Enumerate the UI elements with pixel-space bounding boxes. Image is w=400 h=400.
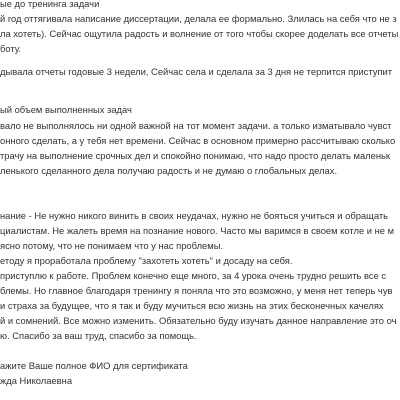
text-line: ленького сделанного дела получаю радость и не думаю о глобальных делах. — [0, 165, 338, 176]
text-line: ла хотеть). Сейчас ощутила радость и волнение от того чтобы скорее доделать все отчеты — [0, 28, 399, 39]
text-line: боту. — [0, 43, 22, 54]
text-line: жда Николаевна — [0, 375, 73, 386]
text-line: циалистам. Не жалеть время на познание нового. Часто мы варимся в своем котле и не м — [0, 225, 395, 236]
section-heading: ые до тренинга задачи — [0, 0, 100, 9]
text-line: й и сомнений. Все можно изменить. Обязательно буду изучать данное направление это оч — [0, 315, 397, 326]
text-line: ю. Спасибо за ваш труд, спасибо за помощь. — [0, 330, 197, 341]
text-line: ясно потому, что не понимаем что у нас проблемы. — [0, 240, 224, 251]
text-line: нание - Не нужно никого винить в своих неудачах, нужно не бояться учиться и обращать — [0, 210, 389, 221]
section-heading: ажите Ваше полное ФИО для сертификата — [0, 360, 188, 371]
text-line: приступлю к работе. Проблем конечно еще много, за 4 урока очень трудно решить все с — [0, 270, 387, 281]
text-line: онного сделать, а у тебя нет времени. Сейчас в основном примерно рассчитываю сколько — [0, 135, 396, 146]
text-line: етоду я проработала проблему "захотеть хотеть" и досаду на себя. — [0, 255, 293, 266]
text-line: вало не выполнялось ни одной важной на тот момент задачи. а только изматывало чувст — [0, 120, 392, 131]
section-heading: ый объем выполненных задач — [0, 104, 132, 115]
text-line: и страха за будущее, что я так и буду мучиться всю жизнь на этих бесконечных качелях — [0, 300, 384, 311]
text-line: трачу на выполнение срочных дел и спокойно понимаю, что надо просто делать маленьк — [0, 150, 391, 161]
text-line: блемы. Но главное благодаря тренингу я поняла что это возможно, у меня нет теперь чув — [0, 285, 393, 296]
text-line: й год оттягивала написание диссертации, делала ее формально. Злилась на себя что не з — [0, 13, 397, 24]
text-line: дывала отчеты годовые 3 недели, Сейчас села и сделала за 3 дня не терпится приступит — [0, 66, 393, 77]
